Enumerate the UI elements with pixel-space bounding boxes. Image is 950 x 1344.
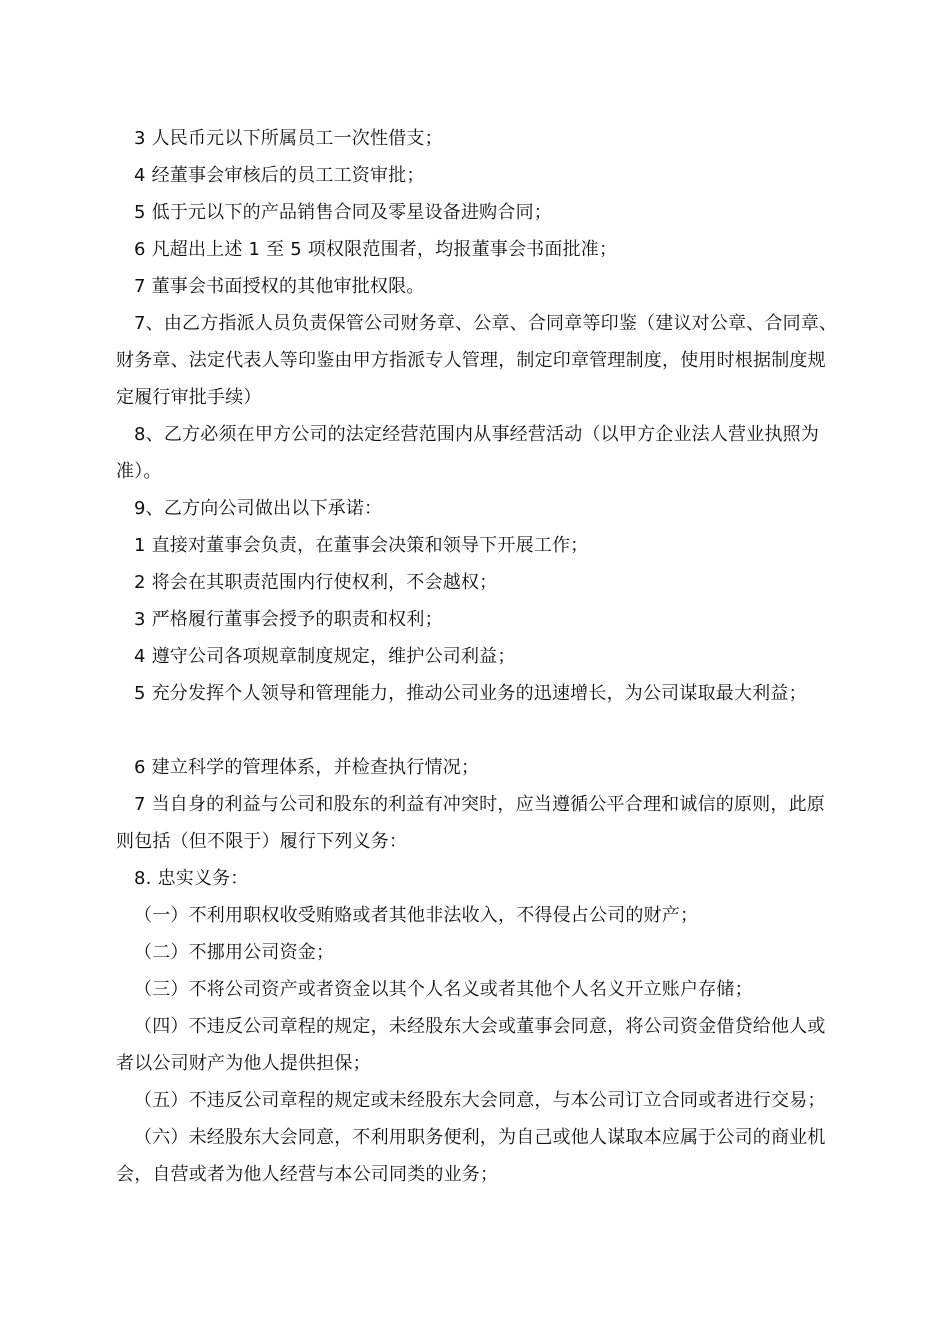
paragraph: 2 将会在其职责范围内行使权利，不会越权； xyxy=(134,572,498,593)
document-body xyxy=(116,120,838,1193)
paragraph: 8. 忠实义务： xyxy=(134,868,249,889)
paragraph: （四）不违反公司章程的规定，未经股东大会或董事会同意，将公司资金借贷给他人或者以公司财产为他人提供担保； xyxy=(116,1016,826,1074)
paragraph: （六）未经股东大会同意，不利用职务便利，为自己或他人谋取本应属于公司的商业机会，自营或者为他人经营与本公司同类的业务； xyxy=(116,1127,826,1185)
paragraph: （一）不利用职权收受贿赂或者其他非法收入，不得侵占公司的财产； xyxy=(134,905,699,926)
paragraph: （二）不挪用公司资金； xyxy=(134,942,335,963)
paragraph: 6 凡超出上述 1 至 5 项权限范围者，均报董事会书面批准； xyxy=(134,239,618,260)
paragraph: 7、由乙方指派人员负责保管公司财务章、公章、合同章等印鉴（建议对公章、合同章、财务章、法定代表人等印鉴由甲方指派专人管理，制定印章管理制度，使用时根据制度规定履行审批手续） xyxy=(116,313,838,408)
paragraph: 8、乙方必须在甲方公司的法定经营范围内从事经营活动（以甲方企业法人营业执照为准）。 xyxy=(116,424,820,482)
paragraph: 3 严格履行董事会授予的职责和权利； xyxy=(134,609,443,630)
paragraph: 4 经董事会审核后的员工工资审批； xyxy=(134,165,425,186)
paragraph: 4 遵守公司各项规章制度规定，维护公司利益； xyxy=(134,646,516,667)
paragraph: 9、乙方向公司做出以下承诺： xyxy=(134,498,383,519)
paragraph: （五）不违反公司章程的规定或未经股东大会同意，与本公司订立合同或者进行交易； xyxy=(134,1090,826,1111)
paragraph: 6 建立科学的管理体系，并检查执行情况； xyxy=(134,757,480,778)
paragraph: 5 低于元以下的产品销售合同及零星设备进购合同； xyxy=(134,202,552,223)
paragraph: （三）不将公司资产或者资金以其个人名义或者其他个人名义开立账户存储； xyxy=(134,979,753,1000)
paragraph: 3 人民币元以下所属员工一次性借支； xyxy=(134,128,443,149)
paragraph: 7 董事会书面授权的其他审批权限。 xyxy=(134,276,425,297)
paragraph: 1 直接对董事会负责，在董事会决策和领导下开展工作； xyxy=(134,535,589,556)
paragraph: 7 当自身的利益与公司和股东的利益有冲突时，应当遵循公平合理和诚信的原则，此原则包括（但不限于）履行下列义务： xyxy=(116,794,825,852)
blank-line xyxy=(116,712,838,749)
paragraph: 5 充分发挥个人领导和管理能力，推动公司业务的迅速增长，为公司谋取最大利益； xyxy=(134,683,807,704)
